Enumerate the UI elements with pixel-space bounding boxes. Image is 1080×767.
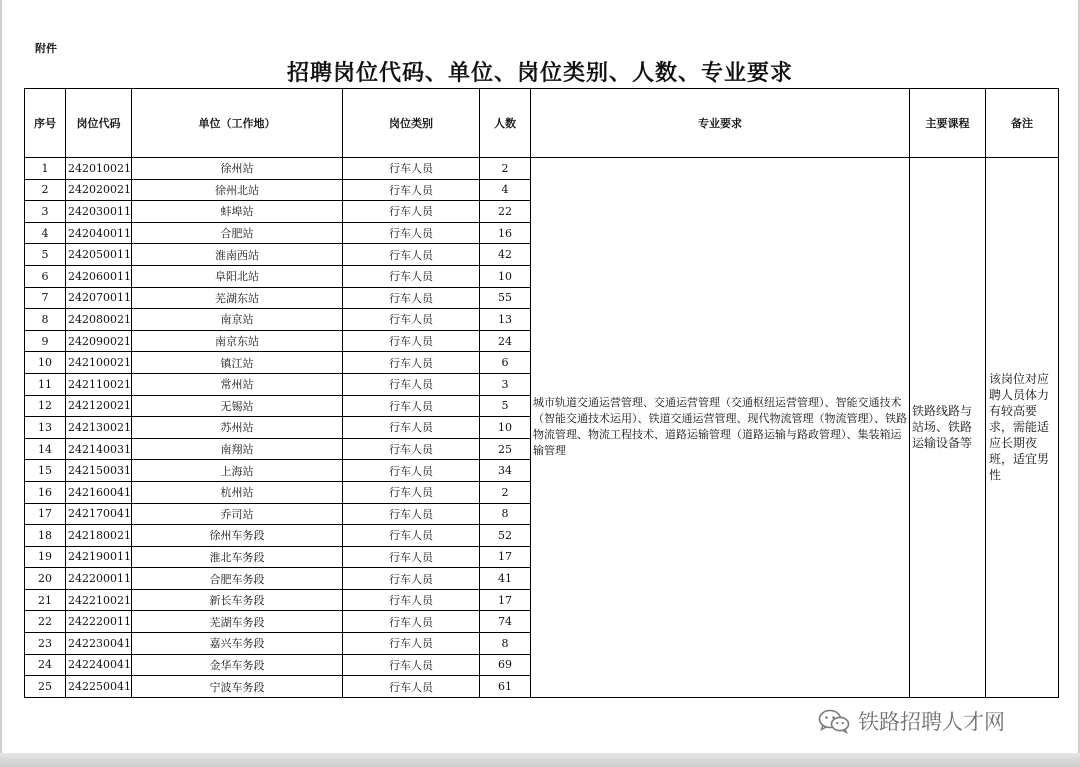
row-category: 行车人员 <box>343 352 480 374</box>
row-code: 242220011 <box>66 611 132 633</box>
row-code: 242030011 <box>66 201 132 223</box>
row-index: 8 <box>25 309 66 331</box>
row-unit: 芜湖车务段 <box>132 611 343 633</box>
row-code: 242150031 <box>66 460 132 482</box>
row-index: 21 <box>25 589 66 611</box>
row-index: 9 <box>25 330 66 352</box>
row-index: 4 <box>25 222 66 244</box>
header-notes: 备注 <box>986 89 1059 158</box>
row-index: 23 <box>25 633 66 655</box>
row-unit: 嘉兴车务段 <box>132 633 343 655</box>
row-unit: 宁波车务段 <box>132 676 343 698</box>
row-count: 10 <box>480 265 531 287</box>
row-category: 行车人员 <box>343 417 480 439</box>
header-count: 人数 <box>480 89 531 158</box>
row-category: 行车人员 <box>343 568 480 590</box>
row-category: 行车人员 <box>343 654 480 676</box>
row-category: 行车人员 <box>343 158 480 180</box>
row-index: 20 <box>25 568 66 590</box>
row-category: 行车人员 <box>343 481 480 503</box>
row-index: 11 <box>25 373 66 395</box>
row-count: 52 <box>480 525 531 547</box>
row-code: 242180021 <box>66 525 132 547</box>
row-count: 74 <box>480 611 531 633</box>
page-bottom-shadow <box>0 753 1080 767</box>
row-index: 5 <box>25 244 66 266</box>
row-index: 24 <box>25 654 66 676</box>
row-code: 242110021 <box>66 373 132 395</box>
row-count: 55 <box>480 287 531 309</box>
row-index: 10 <box>25 352 66 374</box>
row-index: 3 <box>25 201 66 223</box>
row-category: 行车人员 <box>343 589 480 611</box>
row-category: 行车人员 <box>343 395 480 417</box>
row-index: 7 <box>25 287 66 309</box>
row-code: 242050011 <box>66 244 132 266</box>
row-code: 242170041 <box>66 503 132 525</box>
row-code: 242130021 <box>66 417 132 439</box>
row-code: 242020021 <box>66 179 132 201</box>
row-category: 行车人员 <box>343 460 480 482</box>
row-code: 242190011 <box>66 546 132 568</box>
row-category: 行车人员 <box>343 525 480 547</box>
recruitment-table <box>24 88 1059 698</box>
row-index: 17 <box>25 503 66 525</box>
row-category: 行车人员 <box>343 373 480 395</box>
row-count: 61 <box>480 676 531 698</box>
row-category: 行车人员 <box>343 438 480 460</box>
row-unit: 合肥车务段 <box>132 568 343 590</box>
header-courses: 主要课程 <box>910 89 986 158</box>
table-body <box>25 158 1059 698</box>
row-unit: 阜阳北站 <box>132 265 343 287</box>
row-category: 行车人员 <box>343 309 480 331</box>
row-code: 242070011 <box>66 287 132 309</box>
row-index: 6 <box>25 265 66 287</box>
row-unit: 金华车务段 <box>132 654 343 676</box>
row-code: 242080021 <box>66 309 132 331</box>
watermark-text: 铁路招聘人才网 <box>858 710 1005 734</box>
table-row <box>25 158 1059 180</box>
row-category: 行车人员 <box>343 330 480 352</box>
row-unit: 徐州站 <box>132 158 343 180</box>
row-count: 2 <box>480 481 531 503</box>
row-category: 行车人员 <box>343 676 480 698</box>
row-count: 4 <box>480 179 531 201</box>
row-category: 行车人员 <box>343 222 480 244</box>
row-index: 14 <box>25 438 66 460</box>
header-code: 岗位代码 <box>66 89 132 158</box>
row-count: 22 <box>480 201 531 223</box>
row-count: 10 <box>480 417 531 439</box>
row-index: 25 <box>25 676 66 698</box>
row-index: 1 <box>25 158 66 180</box>
row-unit: 无锡站 <box>132 395 343 417</box>
row-code: 242100021 <box>66 352 132 374</box>
row-unit: 合肥站 <box>132 222 343 244</box>
row-unit: 芜湖东站 <box>132 287 343 309</box>
row-code: 242060011 <box>66 265 132 287</box>
watermark <box>818 706 1005 736</box>
wechat-icon <box>818 708 850 734</box>
row-count: 17 <box>480 546 531 568</box>
row-unit: 苏州站 <box>132 417 343 439</box>
header-major: 专业要求 <box>531 89 910 158</box>
row-category: 行车人员 <box>343 287 480 309</box>
row-index: 19 <box>25 546 66 568</box>
row-count: 8 <box>480 503 531 525</box>
row-count: 42 <box>480 244 531 266</box>
row-code: 242140031 <box>66 438 132 460</box>
row-category: 行车人员 <box>343 265 480 287</box>
major-requirement-cell: 城市轨道交通运营管理、交通运营管理（交通枢纽运营管理）、智能交通技术（智能交通技术运用）、铁道交通运营管理、现代物流管理（物流管理）、铁路物流管理、物流工程技术、道路运输管理（道路运输与路政管理）、集装箱运输管理 <box>531 158 910 698</box>
row-unit: 上海站 <box>132 460 343 482</box>
row-index: 22 <box>25 611 66 633</box>
row-count: 69 <box>480 654 531 676</box>
row-category: 行车人员 <box>343 611 480 633</box>
row-code: 242210021 <box>66 589 132 611</box>
row-category: 行车人员 <box>343 201 480 223</box>
row-unit: 镇江站 <box>132 352 343 374</box>
row-count: 8 <box>480 633 531 655</box>
row-index: 2 <box>25 179 66 201</box>
row-count: 6 <box>480 352 531 374</box>
row-count: 41 <box>480 568 531 590</box>
header-category: 岗位类别 <box>343 89 480 158</box>
row-unit: 南京站 <box>132 309 343 331</box>
row-index: 18 <box>25 525 66 547</box>
row-code: 242160041 <box>66 481 132 503</box>
row-category: 行车人员 <box>343 546 480 568</box>
row-code: 242120021 <box>66 395 132 417</box>
row-code: 242010021 <box>66 158 132 180</box>
row-unit: 南翔站 <box>132 438 343 460</box>
row-category: 行车人员 <box>343 633 480 655</box>
row-category: 行车人员 <box>343 244 480 266</box>
row-count: 3 <box>480 373 531 395</box>
row-count: 16 <box>480 222 531 244</box>
table-header-row <box>25 89 1059 158</box>
row-count: 17 <box>480 589 531 611</box>
row-unit: 蚌埠站 <box>132 201 343 223</box>
row-count: 34 <box>480 460 531 482</box>
row-unit: 新长车务段 <box>132 589 343 611</box>
header-index: 序号 <box>25 89 66 158</box>
row-index: 12 <box>25 395 66 417</box>
row-unit: 南京东站 <box>132 330 343 352</box>
row-code: 242090021 <box>66 330 132 352</box>
row-unit: 淮北车务段 <box>132 546 343 568</box>
row-category: 行车人员 <box>343 179 480 201</box>
header-unit: 单位（工作地） <box>132 89 343 158</box>
row-unit: 常州站 <box>132 373 343 395</box>
document-title: 招聘岗位代码、单位、岗位类别、人数、专业要求 <box>286 60 793 86</box>
row-code: 242200011 <box>66 568 132 590</box>
row-unit: 徐州北站 <box>132 179 343 201</box>
row-index: 16 <box>25 481 66 503</box>
row-code: 242040011 <box>66 222 132 244</box>
row-unit: 乔司站 <box>132 503 343 525</box>
row-index: 13 <box>25 417 66 439</box>
attachment-label: 附件 <box>35 42 57 55</box>
row-unit: 徐州车务段 <box>132 525 343 547</box>
row-code: 242250041 <box>66 676 132 698</box>
row-unit: 杭州站 <box>132 481 343 503</box>
row-code: 242240041 <box>66 654 132 676</box>
notes-cell: 该岗位对应聘人员体力有较高要求，需能适应长期夜班，适宜男性 <box>986 158 1059 698</box>
row-count: 13 <box>480 309 531 331</box>
row-category: 行车人员 <box>343 503 480 525</box>
row-index: 15 <box>25 460 66 482</box>
row-count: 2 <box>480 158 531 180</box>
row-count: 5 <box>480 395 531 417</box>
row-count: 25 <box>480 438 531 460</box>
row-code: 242230041 <box>66 633 132 655</box>
row-unit: 淮南西站 <box>132 244 343 266</box>
row-count: 24 <box>480 330 531 352</box>
main-courses-cell: 铁路线路与站场、铁路运输设备等 <box>910 158 986 698</box>
